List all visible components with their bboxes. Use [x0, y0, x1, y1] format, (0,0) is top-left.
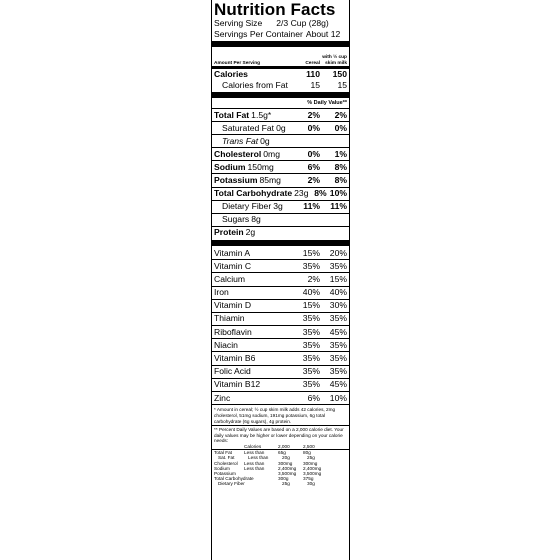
vitamin-row — [214, 366, 347, 378]
nutrient-cereal-dv: 8% — [314, 188, 327, 199]
nutrient-amount: 2g — [245, 227, 256, 238]
nutrient-name: Trans Fat — [222, 135, 259, 146]
vitamin-row — [214, 247, 347, 259]
vitamin-cereal-dv: 35% — [302, 313, 320, 324]
serving-size-row — [214, 18, 347, 29]
divider-thin — [212, 425, 349, 426]
vitamins-list — [214, 247, 347, 404]
nutrient-amount: 3g — [273, 201, 283, 212]
vitamin-row — [214, 260, 347, 272]
nutrient-row — [214, 227, 347, 239]
dv-table-cell: 65g — [278, 450, 286, 456]
footnote-daily-values: ** Percent Daily Values are based on a 2,000 calorie diet. Your daily values may be higher or lower depending on your calorie needs: — [214, 427, 344, 444]
servings-per-container-value: About 12 — [305, 29, 341, 39]
vitamin-name: Zinc — [214, 392, 231, 403]
vitamin-milk-dv: 35% — [329, 366, 347, 377]
nutrient-row — [214, 135, 347, 147]
vitamin-milk-dv: 35% — [329, 353, 347, 364]
nutrient-cereal-dv: 6% — [307, 161, 320, 172]
nutrient-label — [222, 123, 296, 134]
nutrient-label — [214, 110, 296, 121]
vitamin-row — [214, 273, 347, 285]
nutrient-cereal-dv: 2% — [307, 109, 320, 120]
dv-table-cell: 2,400mg — [278, 465, 297, 471]
vitamin-milk-dv: 20% — [329, 247, 347, 258]
nutrient-name: Sugars — [222, 214, 250, 225]
nutrient-amount: 1.5g* — [251, 109, 272, 120]
nutrient-amount: 23g — [294, 188, 309, 199]
nutrient-row — [214, 161, 347, 173]
dv-table-header-cell: 2,000 — [278, 443, 290, 449]
dv-table-header-cell: 2,500 — [303, 443, 315, 449]
vitamin-name: Thiamin — [214, 313, 245, 324]
calories-cereal: 110 — [306, 69, 320, 79]
dv-table-cell: Total Fat — [214, 450, 232, 456]
label-title: Nutrition Facts — [214, 0, 336, 19]
vitamin-cereal-dv: 6% — [307, 392, 320, 403]
dv-table-cell: 300mg — [278, 460, 293, 466]
dv-table-cell: 300mg — [303, 460, 318, 466]
vitamin-milk-dv: 45% — [329, 326, 347, 337]
nutrient-row — [214, 122, 347, 134]
nutrient-label — [214, 227, 296, 238]
nutrient-cereal-dv: 2% — [307, 175, 320, 186]
vitamin-cereal-dv: 35% — [302, 366, 320, 377]
dv-table-cell: 30g — [307, 481, 315, 487]
vitamin-milk-dv: 30% — [329, 300, 347, 311]
nutrient-row — [214, 188, 347, 200]
dv-table-cell: Potassium — [214, 470, 236, 476]
nutrient-name: Dietary Fiber — [222, 201, 272, 212]
vitamin-milk-dv: 40% — [329, 287, 347, 298]
calories-milk: 150 — [332, 69, 347, 79]
vitamin-name: Vitamin C — [214, 260, 252, 271]
dv-table-cell: Sat. Fat — [218, 455, 235, 461]
nutrient-label — [214, 188, 309, 199]
nutrient-amount: 0g — [260, 135, 270, 146]
nutrient-cereal-dv: 0% — [307, 122, 320, 133]
nutrient-amount: 0g — [276, 122, 286, 133]
serving-size-value: 2/3 Cup (28g) — [276, 18, 329, 28]
nutrient-milk-dv: 11% — [330, 201, 347, 212]
divider — [212, 404, 349, 405]
calories-row — [214, 69, 347, 80]
dv-table-cell: Less than — [244, 450, 265, 456]
vitamin-cereal-dv: 35% — [302, 339, 320, 350]
nutrient-name: Potassium — [214, 175, 258, 186]
nutrient-label — [222, 201, 296, 212]
vitamin-name: Vitamin B6 — [214, 353, 256, 364]
vitamin-name: Vitamin A — [214, 247, 251, 258]
divider-thick — [212, 41, 349, 47]
nutrient-row — [214, 174, 347, 186]
vitamin-name: Vitamin B12 — [214, 379, 261, 390]
dv-table-cell: 3,500mg — [278, 470, 297, 476]
vitamin-cereal-dv: 15% — [302, 300, 320, 311]
vitamin-cereal-dv: 2% — [307, 273, 320, 284]
daily-values-table — [214, 444, 347, 487]
daily-value-header — [214, 99, 347, 108]
vitamin-cereal-dv: 35% — [302, 353, 320, 364]
servings-per-container-row — [214, 29, 347, 40]
nutrient-label — [222, 136, 296, 147]
vitamin-name: Folic Acid — [214, 366, 251, 377]
nutrient-milk-dv: 0% — [334, 122, 347, 133]
serving-size-label: Serving Size — [214, 18, 263, 28]
nutrient-label — [214, 149, 296, 160]
vitamin-name: Riboflavin — [214, 326, 252, 337]
vitamin-row — [214, 300, 347, 312]
nutrient-amount: 150mg — [247, 161, 274, 172]
dv-table-cell: Less than — [248, 455, 269, 461]
nutrient-cereal-dv: 11% — [303, 201, 320, 212]
calories-from-fat-label: Calories from Fat — [222, 80, 288, 90]
vitamin-name: Calcium — [214, 273, 246, 284]
calories-label: Calories — [214, 69, 248, 79]
amount-per-serving-label: Amount Per Serving — [214, 60, 261, 66]
column-header-row — [214, 48, 347, 66]
vitamin-row — [214, 379, 347, 391]
dv-table-cell: 25g — [282, 481, 290, 487]
nutrient-amount: 85mg — [259, 175, 281, 186]
vitamin-cereal-dv: 35% — [302, 260, 320, 271]
dv-table-cell: Sodium — [214, 465, 230, 471]
vitamin-row — [214, 326, 347, 338]
calories-from-fat-milk: 15 — [337, 80, 347, 90]
vitamin-cereal-dv: 35% — [302, 326, 320, 337]
dv-table-cell: Dietary Fiber — [218, 481, 245, 487]
dv-table-cell: Less than — [244, 465, 265, 471]
dv-table-cell: Cholesterol — [214, 460, 238, 466]
nutrient-label — [222, 214, 296, 225]
nutrient-milk-dv: 2% — [334, 109, 347, 120]
nutrient-amount: 8g — [251, 214, 261, 225]
nutrients-list — [214, 109, 347, 239]
nutrient-milk-dv: 8% — [334, 175, 347, 186]
daily-value-header-text: % Daily Value** — [307, 100, 347, 106]
dv-table-cell: 3,500mg — [303, 470, 322, 476]
nutrient-label — [214, 162, 296, 173]
nutrient-row — [214, 148, 347, 160]
nutrient-name: Cholesterol — [214, 148, 262, 159]
nutrient-cereal-dv: 0% — [307, 148, 320, 159]
nutrient-label — [214, 175, 296, 186]
servings-per-container-label: Servings Per Container — [214, 29, 303, 39]
vitamin-name: Niacin — [214, 339, 238, 350]
vitamin-milk-dv: 35% — [329, 260, 347, 271]
nutrient-milk-dv: 1% — [334, 148, 347, 159]
calories-from-fat-cereal: 15 — [310, 80, 320, 90]
nutrient-name: Total Carbohydrate — [214, 188, 293, 199]
nutrient-name: Saturated Fat — [222, 122, 275, 133]
dv-table-cell: 25g — [307, 455, 315, 461]
vitamin-row — [214, 287, 347, 299]
vitamin-name: Vitamin D — [214, 300, 252, 311]
dv-table-cell: 20g — [282, 455, 290, 461]
nutrient-amount: 0mg — [263, 148, 280, 159]
vitamin-cereal-dv: 40% — [302, 287, 320, 298]
vitamin-row — [214, 313, 347, 325]
footnote-amount: * Amount in cereal; ½ cup skim milk adds 42 calories, 2mg cholesterol, 51mg sodium, 191mg potassium, 6g total carbohydrate (6g sugars), 4g protein. — [214, 407, 336, 424]
vitamin-milk-dv: 35% — [329, 339, 347, 350]
milk-column-label: with ½ cup skim milk — [322, 55, 347, 66]
dv-table-cell: 80g — [303, 450, 311, 456]
nutrient-row — [214, 201, 347, 213]
dv-table-row — [214, 481, 347, 486]
nutrition-facts-label — [211, 0, 350, 560]
vitamin-row — [214, 392, 347, 404]
vitamin-row — [214, 339, 347, 351]
vitamin-cereal-dv: 35% — [302, 379, 320, 390]
nutrient-name: Protein — [214, 227, 244, 238]
nutrient-row — [214, 214, 347, 226]
vitamin-milk-dv: 15% — [329, 273, 347, 284]
dv-table-header-cell: Calories — [244, 443, 262, 449]
cereal-column-label: Cereal — [305, 60, 320, 66]
dv-table-cell: 375g — [303, 476, 314, 482]
nutrient-row — [214, 109, 347, 121]
vitamin-name: Iron — [214, 287, 229, 298]
divider-thick — [212, 92, 349, 98]
nutrient-milk-dv: 10% — [329, 188, 347, 199]
vitamin-row — [214, 352, 347, 364]
dv-table-cell: Total Carbohydrate — [214, 476, 254, 482]
vitamin-milk-dv: 10% — [329, 392, 347, 403]
nutrient-milk-dv: 8% — [334, 161, 347, 172]
dv-table-cell: Less than — [244, 460, 265, 466]
nutrient-name: Sodium — [214, 161, 246, 172]
dv-table-cell: 2,400mg — [303, 465, 322, 471]
dv-table-cell: 300g — [278, 476, 289, 482]
divider-thick — [212, 240, 349, 246]
vitamin-milk-dv: 35% — [329, 313, 347, 324]
vitamin-cereal-dv: 15% — [302, 247, 320, 258]
nutrient-name: Total Fat — [214, 109, 250, 120]
vitamin-milk-dv: 45% — [329, 379, 347, 390]
calories-from-fat-row — [214, 80, 347, 91]
